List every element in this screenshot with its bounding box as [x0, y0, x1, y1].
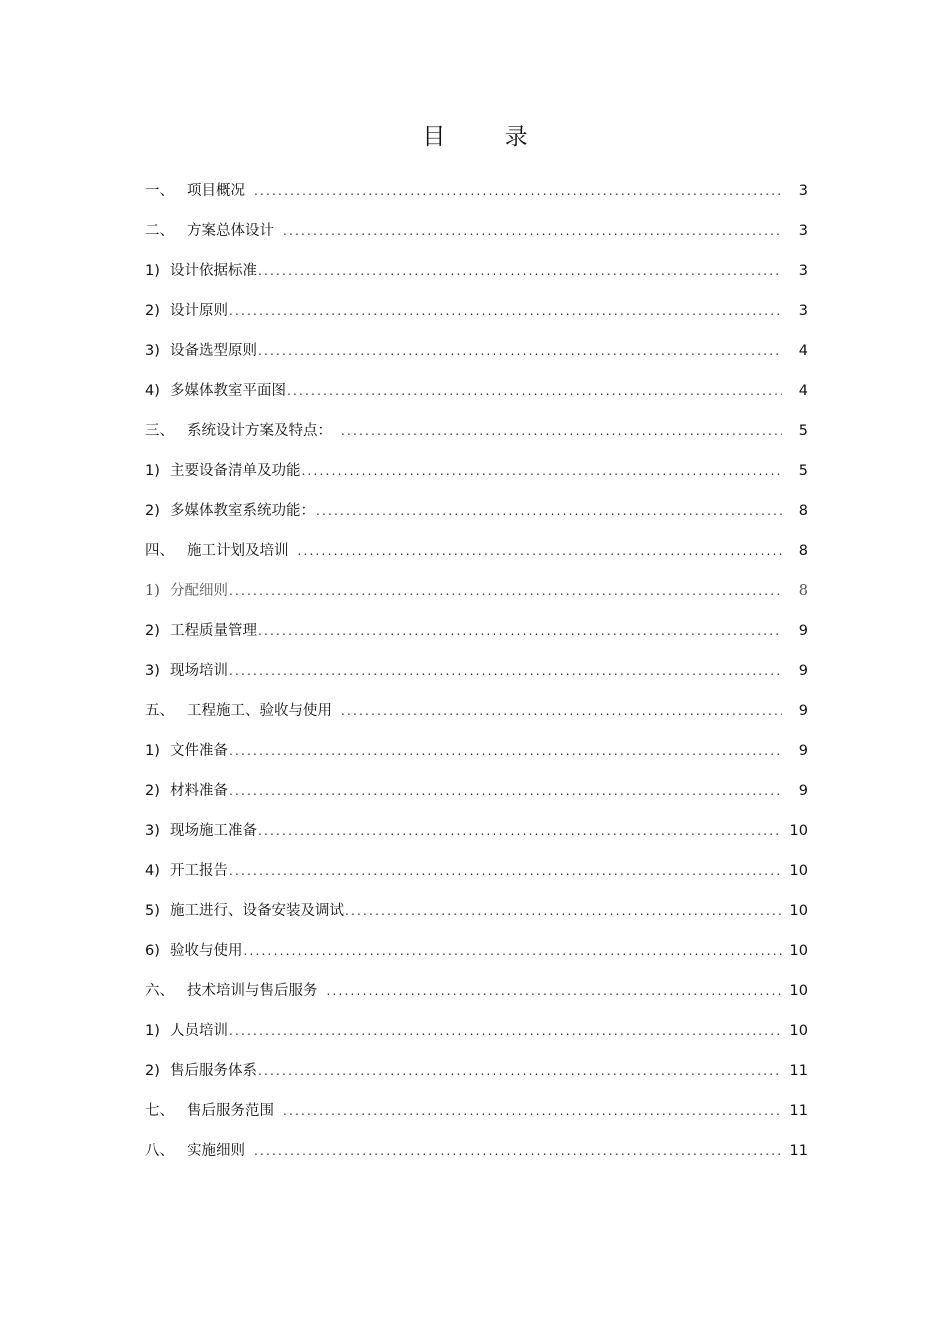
toc-entry[interactable]: [145, 331, 808, 371]
toc-entry-number: 3): [145, 343, 160, 359]
toc-entry-number: 2): [145, 1063, 160, 1079]
toc-entry-number: 二、: [145, 223, 174, 239]
toc-entry-number: 1): [145, 263, 160, 279]
toc-entry-title: 售后服务范围: [187, 1103, 274, 1119]
toc-entry[interactable]: [145, 851, 808, 891]
toc-entry-title: 材料准备: [170, 783, 228, 799]
toc-dot-leader: [258, 1051, 782, 1091]
toc-entry-number: 1): [145, 743, 160, 759]
toc-entry-number: 6): [145, 943, 160, 959]
toc-entry-number: 2): [145, 783, 160, 799]
toc-entry[interactable]: [145, 411, 808, 451]
toc-entry-title: 项目概况: [187, 183, 245, 199]
toc-entry-title: 分配细则: [170, 583, 228, 599]
toc-dot-leader: [283, 211, 782, 251]
toc-entry[interactable]: [145, 491, 808, 531]
toc-entry-title: 人员培训: [170, 1023, 228, 1039]
toc-entry-page-number: 3: [798, 223, 808, 239]
toc-entry[interactable]: [145, 891, 808, 931]
toc-entry-title: 实施细则: [187, 1143, 245, 1159]
toc-entry-page-number: 3: [798, 303, 808, 319]
toc-dot-leader: [302, 451, 783, 491]
toc-entry[interactable]: [145, 691, 808, 731]
toc-entry-title: 多媒体教室系统功能：: [170, 503, 315, 519]
toc-dot-leader: [229, 771, 782, 811]
toc-entry[interactable]: [145, 291, 808, 331]
toc-dot-leader: [229, 571, 782, 611]
toc-entry-number: 六、: [145, 983, 174, 999]
toc-entry-number: 3): [145, 823, 160, 839]
toc-entry-number: 三、: [145, 423, 174, 439]
toc-entry-title: 技术培训与售后服务: [187, 983, 318, 999]
toc-entry-title: 开工报告: [170, 863, 228, 879]
toc-entry[interactable]: [145, 611, 808, 651]
toc-dot-leader: [327, 971, 783, 1011]
toc-entry[interactable]: [145, 1051, 808, 1091]
toc-entry-page-number: 10: [789, 823, 808, 839]
toc-entry-title: 工程质量管理: [170, 623, 257, 639]
toc-entry-page-number: 9: [798, 783, 808, 799]
toc-dot-leader: [254, 171, 782, 211]
toc-entry-page-number: 8: [798, 503, 808, 519]
toc-dot-leader: [229, 651, 782, 691]
toc-dot-leader: [244, 931, 783, 971]
toc-entry-page-number: 4: [798, 383, 808, 399]
toc-entry-page-number: 11: [789, 1063, 808, 1079]
toc-entry-title: 主要设备清单及功能: [170, 463, 301, 479]
toc-list: [145, 171, 808, 1171]
toc-entry-number: 1): [145, 463, 160, 479]
toc-dot-leader: [258, 251, 782, 291]
toc-entry-page-number: 10: [789, 943, 808, 959]
toc-entry[interactable]: [145, 731, 808, 771]
toc-entry[interactable]: [145, 211, 808, 251]
toc-dot-leader: [258, 811, 782, 851]
toc-dot-leader: [254, 1131, 782, 1171]
toc-dot-leader: [316, 491, 782, 531]
toc-entry-number: 5): [145, 903, 160, 919]
toc-entry-page-number: 10: [789, 983, 808, 999]
toc-entry-number: 七、: [145, 1103, 174, 1119]
toc-entry[interactable]: [145, 451, 808, 491]
toc-entry[interactable]: [145, 971, 808, 1011]
toc-entry-page-number: 10: [789, 1023, 808, 1039]
toc-entry-page-number: 3: [798, 263, 808, 279]
toc-entry-title: 验收与使用: [170, 943, 243, 959]
toc-entry-page-number: 5: [798, 423, 808, 439]
toc-entry-title: 设计原则: [170, 303, 228, 319]
toc-entry-number: 一、: [145, 183, 174, 199]
toc-entry-page-number: 8: [798, 583, 808, 599]
toc-entry-title: 现场施工准备: [170, 823, 257, 839]
toc-entry-page-number: 11: [789, 1103, 808, 1119]
toc-dot-leader: [287, 371, 782, 411]
toc-entry-title: 设备选型原则: [170, 343, 257, 359]
toc-title: 目 录: [422, 124, 554, 150]
toc-entry-page-number: 10: [789, 903, 808, 919]
toc-entry-number: 4): [145, 383, 160, 399]
toc-entry-title: 施工进行、设备安装及调试: [170, 903, 344, 919]
toc-entry-number: 1): [145, 583, 160, 599]
toc-entry-title: 工程施工、验收与使用: [187, 703, 332, 719]
toc-entry-page-number: 9: [798, 663, 808, 679]
toc-entry-number: 2): [145, 303, 160, 319]
toc-dot-leader: [258, 611, 782, 651]
toc-entry[interactable]: [145, 811, 808, 851]
toc-entry-title: 文件准备: [170, 743, 228, 759]
toc-dot-leader: [341, 411, 782, 451]
toc-entry[interactable]: [145, 1011, 808, 1051]
toc-entry[interactable]: [145, 931, 808, 971]
toc-entry-page-number: 9: [798, 703, 808, 719]
toc-entry-number: 五、: [145, 703, 174, 719]
toc-entry-page-number: 10: [789, 863, 808, 879]
toc-entry[interactable]: [145, 251, 808, 291]
toc-entry[interactable]: [145, 531, 808, 571]
toc-dot-leader: [345, 891, 782, 931]
toc-dot-leader: [229, 851, 782, 891]
toc-entry-page-number: 8: [798, 543, 808, 559]
toc-entry-page-number: 3: [798, 183, 808, 199]
toc-entry-number: 3): [145, 663, 160, 679]
toc-dot-leader: [229, 291, 782, 331]
toc-entry[interactable]: [145, 371, 808, 411]
toc-entry[interactable]: [145, 1091, 808, 1131]
toc-entry-number: 八、: [145, 1143, 174, 1159]
toc-entry-number: 4): [145, 863, 160, 879]
toc-entry-number: 2): [145, 503, 160, 519]
toc-entry[interactable]: [145, 1131, 808, 1171]
toc-entry[interactable]: [145, 171, 808, 211]
toc-entry-title: 方案总体设计: [187, 223, 274, 239]
toc-entry-page-number: 9: [798, 743, 808, 759]
toc-entry-page-number: 5: [798, 463, 808, 479]
toc-entry-title: 设计依据标准: [170, 263, 257, 279]
toc-entry-title: 多媒体教室平面图: [170, 383, 286, 399]
toc-entry[interactable]: [145, 771, 808, 811]
toc-entry-title: 系统设计方案及特点：: [187, 423, 332, 439]
toc-entry-number: 2): [145, 623, 160, 639]
toc-entry[interactable]: [145, 571, 808, 611]
toc-entry-title: 现场培训: [170, 663, 228, 679]
toc-dot-leader: [341, 691, 782, 731]
toc-entry-page-number: 9: [798, 623, 808, 639]
toc-dot-leader: [258, 331, 782, 371]
toc-dot-leader: [283, 1091, 782, 1131]
toc-entry-number: 四、: [145, 543, 174, 559]
toc-entry-title: 施工计划及培训: [187, 543, 289, 559]
toc-dot-leader: [229, 1011, 782, 1051]
toc-entry-title: 售后服务体系: [170, 1063, 257, 1079]
toc-dot-leader: [298, 531, 783, 571]
toc-entry-number: 1): [145, 1023, 160, 1039]
toc-entry-page-number: 4: [798, 343, 808, 359]
toc-entry[interactable]: [145, 651, 808, 691]
toc-entry-page-number: 11: [789, 1143, 808, 1159]
toc-dot-leader: [229, 731, 782, 771]
